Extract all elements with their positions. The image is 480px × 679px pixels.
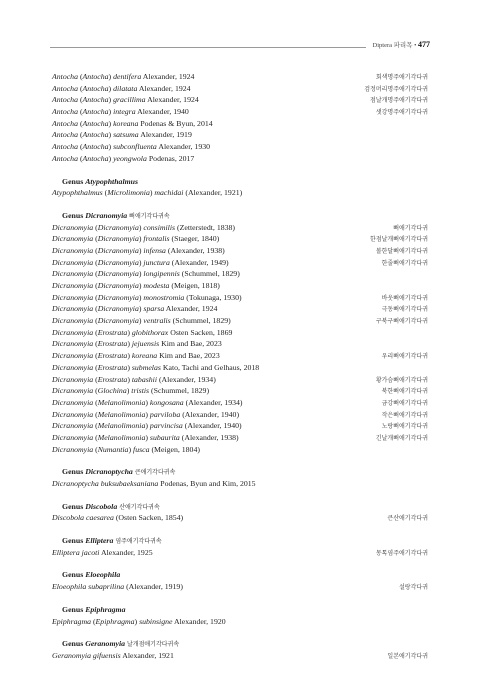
section-gap [52, 199, 428, 210]
genus-prefix: Genus [62, 639, 84, 649]
species-entry [52, 315, 231, 327]
species-authority: (Osten Sacken, 1854) [115, 513, 184, 523]
species-entry [52, 650, 174, 662]
species-entry [52, 374, 216, 386]
species-authority: Podenas, Byun and Kim, 2015 [160, 479, 256, 488]
species-row [52, 83, 428, 95]
species-row [52, 94, 428, 106]
species-row [52, 315, 428, 327]
species-row [52, 257, 428, 269]
species-authority: (Tokunaga, 1930) [186, 292, 242, 302]
species-authority: (Alexander, 1934) [158, 374, 216, 384]
species-name: Dicranomyia (Numantia) fusca [52, 444, 150, 454]
species-row [52, 616, 428, 628]
genus-heading [52, 638, 428, 650]
species-name: Dicranomyia (Erostrata) globithorax [52, 327, 169, 337]
species-korean-name: 큰산애기각다귀 [387, 515, 428, 523]
species-name: Eloeophila subaprilina [52, 582, 125, 592]
genus-heading [52, 466, 428, 478]
section-gap [52, 558, 428, 569]
species-entry [52, 420, 242, 432]
species-korean-name: 작은뻐애기각다귀 [381, 411, 428, 419]
species-korean-name: 북한뻐애기각다귀 [381, 388, 428, 396]
species-entry [52, 257, 229, 269]
species-entry [52, 268, 240, 280]
species-row [52, 129, 428, 141]
species-korean-name: 한점날개뻐애기각다귀 [370, 236, 428, 244]
species-name: Antocha (Antocha) integra [52, 107, 136, 117]
species-entry [52, 327, 232, 339]
species-row [52, 547, 428, 559]
species-row [52, 268, 428, 280]
header-bullet: • [414, 42, 417, 49]
species-authority: (Staeger, 1840) [171, 234, 220, 244]
species-entry [52, 245, 225, 257]
species-row [52, 478, 428, 490]
species-entry [52, 385, 209, 397]
species-authority: Alexander, 1924 [147, 95, 199, 105]
species-name: Dicranomyia (Dicranomyia) consimilis [52, 222, 176, 232]
section-gap [52, 455, 428, 466]
species-korean-name: 회색명주애기각다귀 [375, 74, 428, 81]
species-korean-name: 극동뻐애기각다귀 [381, 306, 428, 314]
genus-heading [52, 604, 428, 616]
species-row [52, 581, 428, 593]
species-name: Dicranomyia (Dicranomyia) sparsa [52, 304, 165, 314]
species-authority: (Zetterstedt, 1838) [177, 222, 236, 232]
species-row [52, 71, 428, 83]
species-entry [52, 94, 199, 106]
species-row [52, 650, 428, 662]
section-gap [52, 165, 428, 176]
species-korean-name: 노랑뻐애기각다귀 [381, 423, 428, 431]
species-authority: (Alexander, 1934) [185, 397, 243, 407]
species-authority: Alexander, 1920 [174, 616, 226, 626]
species-entry [52, 141, 210, 153]
species-row [52, 512, 428, 524]
species-name: Dicranomyia (Melanolimonia) parvincisa [52, 421, 183, 431]
genus-prefix: Genus [62, 570, 84, 580]
species-row [52, 409, 428, 421]
species-row [52, 350, 428, 362]
species-entry [52, 187, 242, 199]
species-name: Dicranomyia (Erostrata) tabashii [52, 374, 157, 384]
species-korean-name: 검정머리명주애기각다귀 [364, 85, 428, 93]
species-name: Antocha (Antocha) subconfluenta [52, 142, 157, 152]
species-entry [52, 397, 243, 409]
genus-korean-name: 날개점애기각다귀속 [127, 641, 180, 649]
species-name: Antocha (Antocha) dilatata [52, 83, 138, 93]
species-row [52, 233, 428, 245]
species-authority: (Alexander, 1949) [171, 257, 229, 267]
species-authority: (Schummel, 1829) [151, 386, 210, 396]
species-name: Discobola caesarea [52, 513, 114, 523]
species-name: Dicranomyia (Dicranomyia) ventralis [52, 316, 171, 326]
species-authority: (Meigen, 1818) [171, 281, 220, 290]
species-entry [52, 233, 219, 245]
species-name: Geranomyia gifuensis [52, 650, 121, 660]
genus-name: Geranomyia [85, 639, 126, 649]
genus-prefix: Genus [62, 501, 84, 511]
section-gap [52, 524, 428, 535]
species-entry [52, 362, 259, 374]
species-name: Dicranomyia (Dicranomyia) longipennis [52, 269, 180, 279]
species-row [52, 187, 428, 199]
page-number: 477 [418, 40, 430, 49]
species-name: Dicranomyia (Dicranomyia) modesta [52, 281, 170, 290]
species-authority: Alexander, 1921 [122, 650, 174, 660]
species-name: Dicranomyia (Erostrata) koreana [52, 351, 158, 361]
genus-prefix: Genus [62, 536, 84, 546]
species-row [52, 245, 428, 257]
species-korean-name: 황가슴뻐애기각다귀 [375, 376, 428, 384]
species-korean-name: 우리뻐애기각다귀 [381, 353, 428, 361]
species-entry [52, 616, 226, 628]
species-row [52, 280, 428, 292]
genus-heading [52, 535, 428, 547]
species-entry [52, 581, 183, 593]
species-row [52, 420, 428, 432]
species-row [52, 141, 428, 153]
species-entry [52, 71, 194, 83]
species-entry [52, 280, 220, 292]
genus-heading [52, 569, 428, 581]
genus-heading [52, 501, 428, 513]
species-row [52, 374, 428, 386]
species-authority: (Alexander, 1938) [181, 432, 239, 442]
species-name: Dicranomyia (Glochina) tristis [52, 386, 150, 396]
species-korean-name: 일본애기각다귀 [387, 652, 428, 660]
genus-name: Eloeophila [85, 570, 121, 580]
genus-korean-name: 산애기각다귀속 [119, 503, 160, 511]
species-row [52, 444, 428, 456]
header-text [369, 40, 430, 49]
genus-heading [52, 176, 428, 188]
species-authority: (Alexander, 1938) [167, 245, 225, 255]
species-authority: Osten Sacken, 1869 [170, 327, 233, 337]
genus-name: Dicranoptycha [85, 467, 133, 477]
species-row [52, 362, 428, 374]
species-name: Dicranoptycha buksubaeksaniana [52, 479, 159, 488]
species-authority: Kim and Bae, 2023 [159, 351, 220, 361]
species-name: Antocha (Antocha) gracillima [52, 95, 146, 105]
species-korean-name: 볼한달뻐애기각다귀 [375, 247, 428, 255]
species-entry [52, 106, 189, 118]
species-row [52, 106, 428, 118]
species-name: Antocha (Antocha) koreana [52, 118, 139, 128]
species-authority: Alexander, 1930 [158, 142, 211, 152]
species-name: Dicranomyia (Erostrata) submelas [52, 362, 161, 372]
species-authority: (Schummel, 1829) [181, 269, 240, 279]
species-name: Elliptera jacoti [52, 547, 100, 557]
species-row [52, 432, 428, 444]
genus-prefix: Genus [62, 604, 84, 614]
genus-prefix: Genus [62, 176, 84, 186]
species-authority: Podenas & Byun, 2014 [140, 118, 213, 128]
species-authority: Podenas, 2017 [148, 153, 195, 163]
species-row [52, 327, 428, 339]
species-row [52, 303, 428, 315]
species-authority: (Alexander, 1919) [126, 582, 183, 592]
species-authority: Alexander, 1940 [137, 107, 189, 117]
species-entry [52, 153, 194, 165]
species-korean-name: 설랑각다귀 [399, 584, 428, 592]
species-name: Dicranomyia (Melanolimonia) subaurita [52, 432, 180, 442]
species-list [52, 71, 428, 662]
species-korean-name: 점날개명주애기각다귀 [370, 97, 428, 105]
species-authority: Kim and Bae, 2023 [161, 339, 222, 349]
species-korean-name: 몽톡염주애기각다귀 [375, 549, 428, 557]
species-entry [52, 512, 183, 524]
species-name: Epiphragma (Epiphragma) subinsigne [52, 616, 173, 626]
species-authority: Alexander, 1925 [100, 547, 153, 557]
species-row [52, 385, 428, 397]
running-title: Diptera 파리목 [372, 42, 413, 49]
species-name: Dicranomyia (Melanolimonia) kongosana [52, 397, 184, 407]
species-entry [52, 303, 217, 315]
species-name: Antocha (Antocha) satsuma [52, 130, 139, 140]
species-korean-name: 구북구뻐애기각다귀 [375, 318, 428, 326]
species-korean-name: 금강뻐애기각다귀 [381, 399, 428, 407]
species-authority: (Alexander, 1940) [184, 421, 242, 431]
section-gap [52, 490, 428, 501]
species-entry [52, 338, 222, 350]
genus-name: Discobola [85, 501, 118, 511]
species-entry [52, 129, 192, 141]
species-name: Dicranomyia (Dicranomyia) monostromia [52, 292, 185, 302]
species-row [52, 397, 428, 409]
genus-name: Elliptera [85, 536, 114, 546]
genus-prefix: Genus [62, 210, 84, 220]
species-authority: Kato, Tachi and Gelhaus, 2018 [162, 362, 260, 372]
species-entry [52, 478, 256, 490]
species-row [52, 118, 428, 130]
species-authority: Alexander, 1919 [140, 130, 192, 140]
species-row [52, 292, 428, 304]
species-authority: (Alexander, 1940) [182, 409, 240, 419]
genus-name: Epiphragma [85, 604, 126, 614]
species-authority: Alexander, 1924 [165, 304, 218, 314]
genus-name: Atypophthalmus [85, 176, 139, 186]
species-entry [52, 432, 239, 444]
species-authority: Alexander, 1924 [142, 72, 195, 81]
species-name: Dicranomyia (Dicranomyia) infensa [52, 245, 166, 255]
species-name: Dicranomyia (Erostrata) jejuensis [52, 339, 160, 349]
species-authority: (Alexander, 1921) [185, 188, 243, 198]
genus-korean-name: 뻐애기각다귀속 [129, 212, 170, 220]
species-name: Dicranomyia (Melanolimonia) parviloba [52, 409, 181, 419]
genus-korean-name: 염주애기각다귀속 [115, 538, 162, 546]
section-gap [52, 593, 428, 604]
genus-heading [52, 210, 428, 222]
species-korean-name: 샛강명주애기각다귀 [375, 109, 428, 117]
species-name: Antocha (Antocha) dentifera [52, 72, 142, 81]
species-authority: Alexander, 1924 [138, 83, 191, 93]
species-entry [52, 444, 200, 456]
genus-korean-name: 큰애기각다귀속 [134, 469, 176, 477]
species-name: Dicranomyia (Dicranomyia) frontalis [52, 234, 170, 244]
page-header [50, 40, 430, 54]
genus-prefix: Genus [62, 467, 84, 477]
species-authority: (Meigen, 1804) [151, 444, 200, 454]
species-korean-name: 바웃뻐애기각다귀 [381, 294, 428, 302]
header-rule [50, 47, 366, 48]
species-row [52, 338, 428, 350]
species-name: Atypophthalmus (Microlimonia) machidai [52, 188, 184, 198]
species-name: Dicranomyia (Dicranomyia) junctura [52, 257, 170, 267]
species-entry [52, 222, 235, 234]
species-entry [52, 350, 220, 362]
section-gap [52, 627, 428, 638]
species-row [52, 153, 428, 165]
species-row [52, 222, 428, 234]
species-name: Antocha (Antocha) yeongwola [52, 153, 147, 163]
species-korean-name: 한줄뻐애기각다귀 [381, 259, 428, 267]
species-entry [52, 83, 191, 95]
species-entry [52, 409, 239, 421]
genus-name: Dicranomyia [85, 210, 128, 220]
species-korean-name: 뻐애기각다귀 [393, 224, 428, 232]
species-entry [52, 118, 213, 130]
species-korean-name: 긴날개뻐애기각다귀 [375, 434, 428, 442]
species-authority: (Schummel, 1829) [172, 316, 231, 326]
species-entry [52, 292, 242, 304]
species-entry [52, 547, 153, 559]
